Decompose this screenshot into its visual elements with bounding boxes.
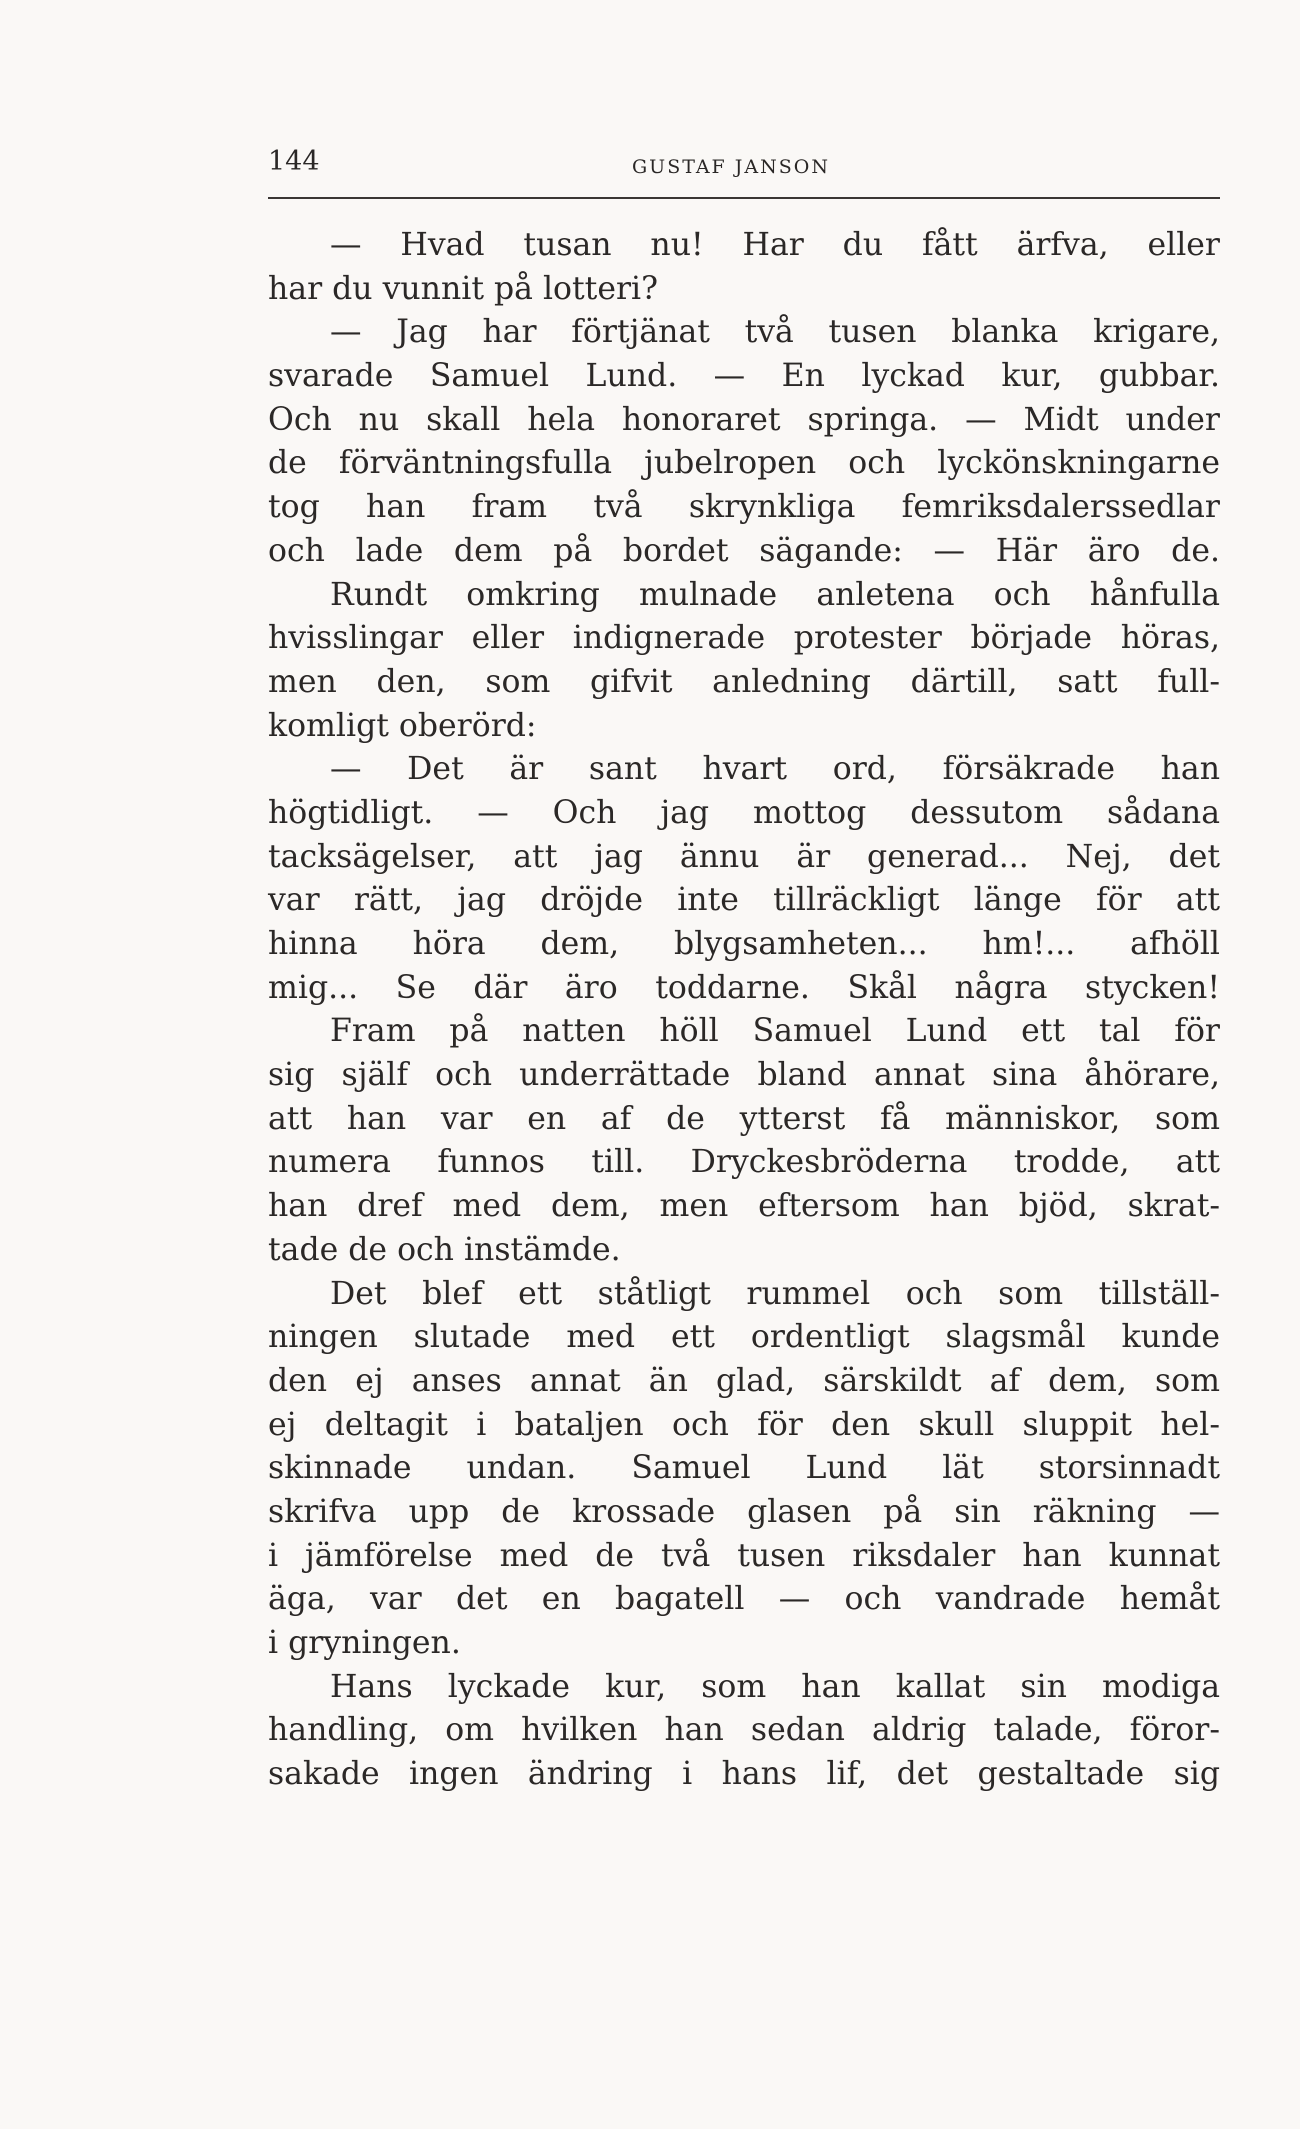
text-line: de förväntningsfulla jubelropen och lyckönskningarne	[268, 445, 1220, 482]
text-line: den ej anses annat än glad, särskildt af dem, som	[268, 1362, 1220, 1399]
text-line: — Hvad tusan nu! Har du fått ärfva, eller	[330, 227, 1220, 263]
text-line: hinna höra dem, blygsamheten... hm!... afhöll	[268, 926, 1220, 962]
text-line: har du vunnit på lotteri?	[268, 270, 658, 307]
text-line: Rundt omkring mulnade anletena och hånfulla	[330, 576, 1220, 613]
header-rule	[268, 197, 1220, 199]
text-line: äga, var det en bagatell — och vandrade hemåt	[268, 1581, 1220, 1618]
text-line: han dref med dem, men eftersom han bjöd, skrat-	[268, 1188, 1220, 1225]
text-line: ningen slutade med ett ordentligt slagsmål kunde	[268, 1319, 1220, 1356]
page-number: 144	[268, 146, 320, 177]
page-header	[268, 146, 1220, 186]
text-line: komligt oberörd:	[268, 707, 537, 744]
text-line: — Det är sant hvart ord, försäkrade han	[330, 751, 1220, 788]
text-line: Hans lyckade kur, som han kallat sin modiga	[330, 1668, 1220, 1705]
text-line: tade de och instämde.	[268, 1231, 621, 1268]
text-line: mig... Se där äro toddarne. Skål några stycken!	[268, 969, 1220, 1006]
text-line: sakade ingen ändring i hans lif, det gestaltade sig	[268, 1756, 1220, 1793]
text-line: handling, om hvilken han sedan aldrig talade, föror-	[268, 1712, 1220, 1749]
text-line: tacksägelser, att jag ännu är generad... Nej, det	[268, 838, 1220, 875]
text-line: högtidligt. — Och jag mottog dessutom sådana	[268, 794, 1220, 831]
text-line: i gryningen.	[268, 1625, 461, 1661]
text-line: svarade Samuel Lund. — En lyckad kur, gubbar.	[268, 358, 1220, 395]
text-line: hvisslingar eller indignerade protester började höras,	[268, 620, 1220, 657]
text-line: — Jag har förtjänat två tusen blanka krigare,	[330, 314, 1220, 351]
text-line: i jämförelse med de två tusen riksdaler han kunnat	[268, 1537, 1220, 1574]
text-line: tog han fram två skrynkliga femriksdalerssedlar	[268, 489, 1220, 526]
text-line: Fram på natten höll Samuel Lund ett tal för	[330, 1013, 1220, 1050]
text-line: och lade dem på bordet sägande: — Här äro de.	[268, 532, 1220, 569]
text-line: men den, som gifvit anledning därtill, satt full-	[268, 663, 1220, 700]
text-line: Och nu skall hela honoraret springa. — Midt under	[268, 401, 1220, 438]
text-line: ej deltagit i bataljen och för den skull sluppit hel-	[268, 1406, 1220, 1443]
text-line: att han var en af de ytterst få människor, som	[268, 1100, 1220, 1137]
text-line: sig själf och underrättade bland annat sina åhörare,	[268, 1057, 1220, 1094]
body-text	[268, 224, 1220, 1797]
text-line: Det blef ett ståtligt rummel och som tillställ-	[330, 1275, 1220, 1312]
running-head: GUSTAF JANSON	[632, 156, 830, 178]
text-line: skrifva upp de krossade glasen på sin räkning —	[268, 1493, 1220, 1530]
text-line: numera funnos till. Dryckesbröderna trodde, att	[268, 1144, 1220, 1181]
text-line: var rätt, jag dröjde inte tillräckligt länge för att	[268, 882, 1220, 919]
text-line: skinnade undan. Samuel Lund lät storsinnadt	[268, 1450, 1220, 1487]
